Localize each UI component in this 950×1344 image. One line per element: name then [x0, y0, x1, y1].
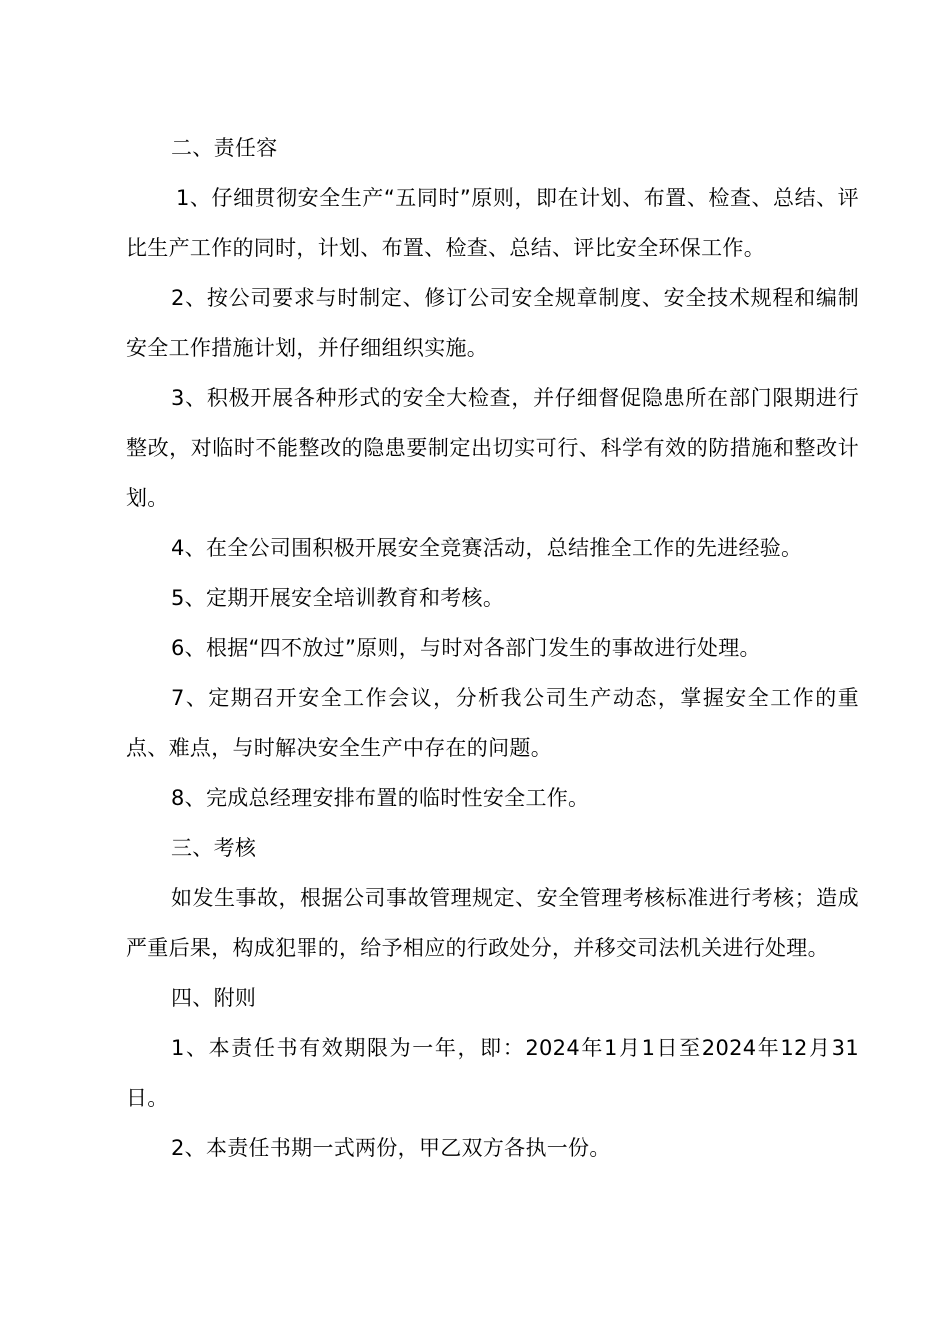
- section-heading-supplementary: 四、附则: [171, 986, 257, 1010]
- responsibility-item-3: 3、积极开展各种形式的安全大检查，并仔细督促隐患所在部门限期进行整改，对临时不能整改的隐患要制定出切实可行、科学有效的防措施和整改计划。: [126, 386, 859, 510]
- responsibility-item-5: 5、定期开展安全培训教育和考核。: [171, 586, 505, 610]
- responsibility-item-8: 8、完成总经理安排布置的临时性安全工作。: [171, 786, 590, 810]
- responsibility-item-1: 1、仔细贯彻安全生产“五同时”原则，即在计划、布置、检查、总结、评比生产工作的同时，计划、布置、检查、总结、评比安全环保工作。: [126, 186, 859, 260]
- section-heading-responsibilities: 二、责任容: [171, 136, 278, 160]
- document-page: [126, 123, 859, 1173]
- responsibility-item-4: 4、在全公司围积极开展安全竞赛活动，总结推全工作的先进经验。: [171, 536, 803, 560]
- responsibility-item-2: 2、按公司要求与时制定、修订公司安全规章制度、安全技术规程和编制安全工作措施计划，并仔细组织实施。: [126, 286, 859, 360]
- supplementary-item-1: 1、本责任书有效期限为一年，即：2024年1月1日至2024年12月31日。: [126, 1036, 859, 1110]
- section-heading-assessment: 三、考核: [171, 836, 257, 860]
- responsibility-item-6: 6、根据“四不放过”原则，与时对各部门发生的事故进行处理。: [171, 636, 761, 660]
- supplementary-item-2: 2、本责任书期一式两份，甲乙双方各执一份。: [171, 1136, 611, 1160]
- assessment-paragraph: 如发生事故，根据公司事故管理规定、安全管理考核标准进行考核；造成严重后果，构成犯罪的，给予相应的行政处分，并移交司法机关进行处理。: [126, 886, 859, 960]
- responsibility-item-7: 7、定期召开安全工作会议，分析我公司生产动态，掌握安全工作的重点、难点，与时解决安全生产中存在的问题。: [126, 686, 859, 760]
